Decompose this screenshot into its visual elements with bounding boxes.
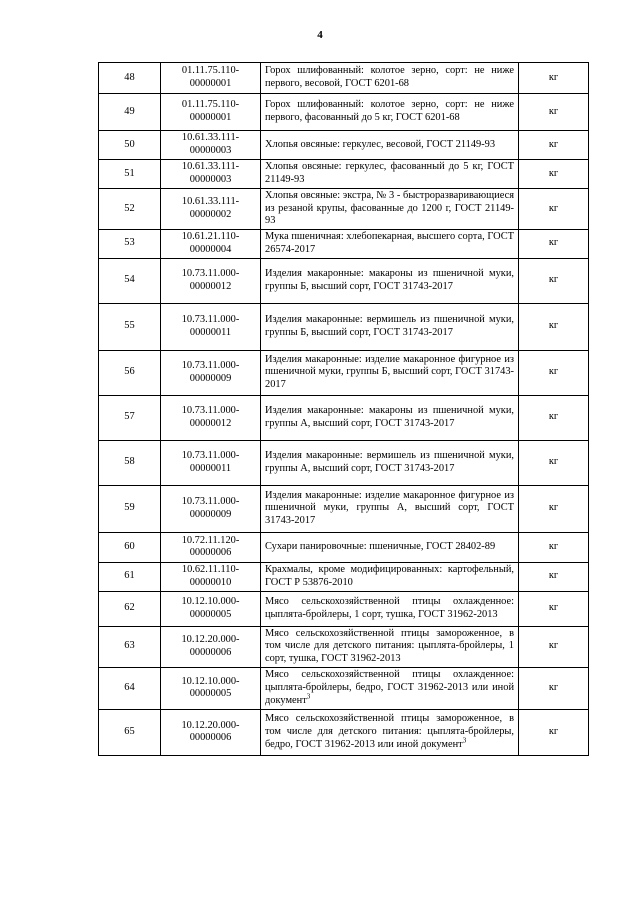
code-cell [161, 189, 261, 230]
unit-cell [519, 229, 589, 258]
unit-cell-text: кг [548, 320, 559, 332]
table-row [99, 350, 589, 395]
row-number-cell [99, 131, 161, 160]
product-table [98, 62, 589, 756]
unit-cell [519, 667, 589, 709]
row-number-cell-text: 53 [124, 237, 135, 249]
code-cell [161, 591, 261, 626]
code-cell [161, 440, 261, 485]
code-cell-text: 10.73.11.000-00000011 [181, 314, 240, 338]
code-cell-text: 10.12.20.000-00000006 [181, 634, 240, 658]
unit-cell [519, 532, 589, 562]
unit-cell [519, 395, 589, 440]
code-cell [161, 350, 261, 395]
row-number-cell [99, 485, 161, 532]
code-cell-text: 10.12.10.000-00000005 [181, 675, 240, 700]
unit-cell-text: кг [548, 681, 559, 693]
row-number-cell [99, 160, 161, 189]
code-cell-text: 10.61.33.111-00000003 [181, 161, 240, 185]
row-number-cell-text: 61 [124, 570, 135, 582]
name-cell-text: Горох шлифованный: колотое зерно, сорт: не ниже первого, весовой, ГОСТ 6201-68 [265, 65, 514, 89]
unit-cell [519, 591, 589, 626]
code-cell [161, 562, 261, 591]
row-number-cell-text: 58 [124, 456, 135, 468]
table-row [99, 63, 589, 94]
name-cell [261, 626, 519, 667]
name-cell-text: Сухари панировочные: пшеничные, ГОСТ 28402-89 [265, 540, 496, 552]
name-cell [261, 709, 519, 755]
footnote-marker: 3 [462, 736, 467, 745]
row-number-cell-text: 63 [124, 640, 135, 652]
code-cell [161, 485, 261, 532]
table-row [99, 532, 589, 562]
code-cell [161, 94, 261, 131]
unit-cell [519, 709, 589, 755]
code-cell [161, 229, 261, 258]
code-cell-text: 10.72.11.120-00000006 [181, 534, 240, 559]
row-number-cell [99, 709, 161, 755]
row-number-cell-text: 59 [124, 502, 135, 514]
code-cell-text: 10.73.11.000-00000012 [181, 268, 240, 292]
code-cell [161, 160, 261, 189]
name-cell-text: Изделия макаронные: изделие макаронное фигурное из пшеничной муки, группы Б, высший сорт, ГОСТ 31743-2017 [265, 353, 514, 391]
unit-cell [519, 131, 589, 160]
name-cell-text: Мясо сельскохозяйственной птицы охлажденное: цыплята-бройлеры, бедро, ГОСТ 31962-2013 или иной документ [265, 669, 514, 706]
table-row [99, 94, 589, 131]
name-cell [261, 532, 519, 562]
code-cell-text: 10.73.11.000-00000009 [181, 496, 240, 520]
unit-cell-text: кг [548, 138, 559, 150]
row-number-cell [99, 189, 161, 230]
unit-cell [519, 562, 589, 591]
unit-cell [519, 189, 589, 230]
code-cell [161, 303, 261, 350]
table-row [99, 303, 589, 350]
row-number-cell-text: 49 [124, 105, 135, 117]
code-cell [161, 63, 261, 94]
unit-cell-text: кг [548, 274, 559, 286]
unit-cell-text: кг [548, 602, 559, 614]
table-row [99, 440, 589, 485]
code-cell-text: 10.73.11.000-00000012 [181, 405, 240, 429]
row-number-cell-text: 62 [124, 602, 135, 614]
name-cell-text: Изделия макаронные: вермишель из пшеничной муки, группы Б, высший сорт, ГОСТ 31743-2017 [265, 314, 514, 338]
name-cell-text: Изделия макаронные: изделие макаронное фигурное из пшеничной муки, группы А, высший сорт, ГОСТ 31743-2017 [265, 489, 514, 527]
table-row [99, 709, 589, 755]
page-number: 4 [317, 29, 323, 41]
row-number-cell [99, 258, 161, 303]
name-cell [261, 485, 519, 532]
row-number-cell [99, 94, 161, 131]
code-cell [161, 258, 261, 303]
unit-cell [519, 303, 589, 350]
row-number-cell-text: 54 [124, 274, 135, 286]
unit-cell [519, 626, 589, 667]
name-cell-text: Хлопья овсяные: геркулес, весовой, ГОСТ 21149-93 [265, 138, 496, 150]
code-cell [161, 395, 261, 440]
code-cell-text: 10.61.33.111-00000002 [181, 196, 240, 220]
table-row [99, 160, 589, 189]
name-cell [261, 229, 519, 258]
row-number-cell-text: 52 [124, 202, 135, 214]
row-number-cell-text: 50 [124, 138, 135, 150]
code-cell-text: 10.12.10.000-00000005 [181, 596, 240, 620]
name-cell-text: Изделия макаронные: вермишель из пшеничной муки, группы А, высший сорт, ГОСТ 31743-2017 [265, 450, 514, 474]
row-number-cell-text: 51 [124, 167, 135, 179]
row-number-cell [99, 350, 161, 395]
name-cell [261, 562, 519, 591]
name-cell [261, 258, 519, 303]
code-cell-text: 10.61.33.111-00000003 [181, 132, 240, 156]
code-cell [161, 667, 261, 709]
name-cell-text: Мясо сельскохозяйственной птицы охлажденное: цыплята-бройлеры, 1 сорт, тушка, ГОСТ 31962-2013 [265, 596, 514, 620]
unit-cell-text: кг [548, 202, 559, 214]
unit-cell-text: кг [548, 71, 559, 83]
row-number-cell-text: 48 [124, 71, 135, 83]
unit-cell-text: кг [548, 502, 559, 514]
unit-cell-text: кг [548, 540, 559, 552]
row-number-cell [99, 667, 161, 709]
row-number-cell [99, 440, 161, 485]
row-number-cell [99, 63, 161, 94]
unit-cell [519, 63, 589, 94]
row-number-cell [99, 591, 161, 626]
row-number-cell [99, 229, 161, 258]
name-cell [261, 189, 519, 230]
name-cell-text: Горох шлифованный: колотое зерно, сорт: не ниже первого, фасованный до 5 кг, ГОСТ 6201-68 [265, 99, 514, 123]
code-cell [161, 532, 261, 562]
row-number-cell [99, 626, 161, 667]
row-number-cell-text: 57 [124, 411, 135, 423]
row-number-cell-text: 65 [124, 725, 135, 737]
name-cell-text: Хлопья овсяные: экстра, № 3 - быстроразваривающиеся из резаной крупы, фасованные до 1200 г, ГОСТ 21149-93 [265, 190, 514, 227]
code-cell-text: 01.11.75.110-00000001 [181, 99, 240, 123]
unit-cell-text: кг [548, 456, 559, 468]
row-number-cell [99, 532, 161, 562]
unit-cell-text: кг [548, 366, 559, 378]
name-cell-text: Крахмалы, кроме модифицированных: картофельный, ГОСТ Р 53876-2010 [265, 564, 514, 588]
name-cell [261, 63, 519, 94]
name-cell [261, 395, 519, 440]
unit-cell [519, 440, 589, 485]
table-row [99, 229, 589, 258]
name-cell [261, 94, 519, 131]
unit-cell [519, 350, 589, 395]
unit-cell-text: кг [548, 105, 559, 117]
name-cell [261, 160, 519, 189]
code-cell-text: 10.12.20.000-00000006 [181, 719, 240, 744]
table-row [99, 562, 589, 591]
row-number-cell-text: 55 [124, 320, 135, 332]
unit-cell-text: кг [548, 640, 559, 652]
table-row [99, 189, 589, 230]
name-cell-text: Изделия макаронные: макароны из пшеничной муки, группы Б, высший сорт, ГОСТ 31743-2017 [265, 268, 514, 292]
code-cell [161, 709, 261, 755]
row-number-cell [99, 562, 161, 591]
name-cell [261, 591, 519, 626]
table-row [99, 591, 589, 626]
name-cell [261, 440, 519, 485]
table-row [99, 395, 589, 440]
name-cell [261, 303, 519, 350]
table-row [99, 131, 589, 160]
code-cell-text: 10.61.21.110-00000004 [181, 231, 240, 255]
name-cell-text: Мясо сельскохозяйственной птицы замороженное, в том числе для детского питания: цыплята-бройлеры, 1 сорт, тушка, ГОСТ 31962-2013 [265, 627, 514, 665]
row-number-cell-text: 64 [124, 681, 135, 693]
unit-cell [519, 485, 589, 532]
name-cell [261, 667, 519, 709]
code-cell [161, 131, 261, 160]
unit-cell-text: кг [548, 167, 559, 179]
unit-cell [519, 94, 589, 131]
row-number-cell [99, 395, 161, 440]
name-cell-text: Изделия макаронные: макароны из пшеничной муки, группы А, высший сорт, ГОСТ 31743-2017 [265, 405, 514, 429]
table-row [99, 626, 589, 667]
code-cell-text: 01.11.75.110-00000001 [181, 65, 240, 89]
name-cell [261, 131, 519, 160]
row-number-cell-text: 60 [124, 540, 135, 552]
unit-cell [519, 258, 589, 303]
footnote-marker: 3 [306, 692, 311, 701]
name-cell-text: Мясо сельскохозяйственной птицы замороженное, в том числе для детского питания: цыплята-бройлеры, бедро, ГОСТ 31962-2013 или иной документ [265, 713, 514, 750]
name-cell [261, 350, 519, 395]
code-cell [161, 626, 261, 667]
name-cell-text: Мука пшеничная: хлебопекарная, высшего сорта, ГОСТ 26574-2017 [265, 231, 514, 255]
code-cell-text: 10.73.11.000-00000011 [181, 450, 240, 474]
unit-cell-text: кг [548, 237, 559, 249]
name-cell-text: Хлопья овсяные: геркулес, фасованный до 5 кг, ГОСТ 21149-93 [265, 161, 514, 185]
code-cell-text: 10.73.11.000-00000009 [181, 360, 240, 384]
row-number-cell [99, 303, 161, 350]
unit-cell-text: кг [548, 725, 559, 737]
row-number-cell-text: 56 [124, 366, 135, 378]
code-cell-text: 10.62.11.110-00000010 [181, 564, 240, 588]
table-row [99, 667, 589, 709]
table-row [99, 485, 589, 532]
unit-cell-text: кг [548, 411, 559, 423]
unit-cell-text: кг [548, 570, 559, 582]
unit-cell [519, 160, 589, 189]
table-row [99, 258, 589, 303]
